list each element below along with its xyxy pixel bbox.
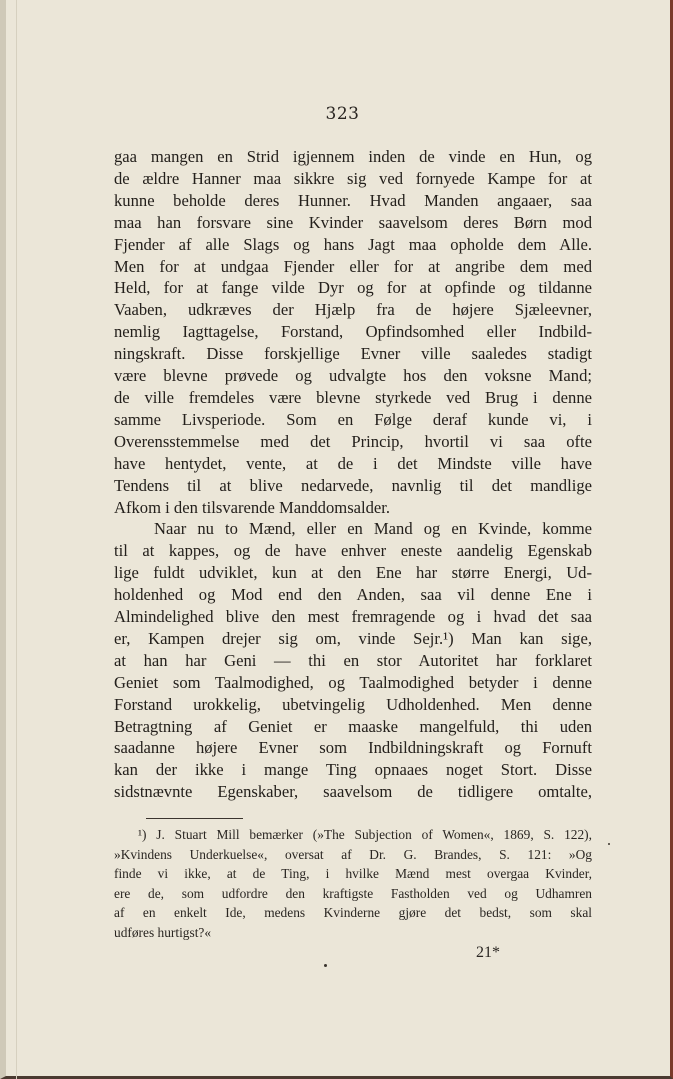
footnote-divider <box>146 818 243 819</box>
print-speck <box>608 843 610 845</box>
text-line: Vaaben, udkræves der Hjælp fra de højere Sjæleevner, <box>114 300 592 320</box>
footnote-line: »Kvindens Underkuelse«, oversat af Dr. G. Brandes, S. 121: »Og <box>114 846 592 862</box>
paragraph-start-line: Naar nu to Mænd, eller en Mand og en Kvinde, komme <box>154 519 592 539</box>
text-line: holdenhed og Mod end den Anden, saa vil denne Ene i <box>114 585 592 605</box>
text-line: sidstnævnte Egenskaber, saavelsom de tidligere omtalte, <box>114 782 592 802</box>
text-line: have hentydet, vente, at de i det Mindste ville have <box>114 453 592 473</box>
footnote-line: af en enkelt Ide, medens Kvinderne gjøre det bedst, som skal <box>114 905 592 921</box>
text-line: Overensstemmelse med det Princip, hvortil vi saa ofte <box>114 431 592 451</box>
text-line: lige fuldt udviklet, kun at den Ene har større Energi, Ud- <box>114 563 592 583</box>
text-line: saadanne højere Evner som Indbildningskraft og Fornuft <box>114 738 592 758</box>
text-line: maa han forsvare sine Kvinder saavelsom deres Børn mod <box>114 212 592 232</box>
body-text <box>114 146 592 803</box>
text-line: Geniet som Taalmodighed, og Taalmodighed betyder i denne <box>114 672 592 692</box>
text-line: samme Livsperiode. Som en Følge deraf kunde vi, i <box>114 409 592 429</box>
text-line: kunne beholde deres Hunner. Hvad Manden angaaer, saa <box>114 190 592 210</box>
text-line: Held, for at fange vilde Dyr og for at opfinde og tildanne <box>114 278 592 298</box>
text-line: ningskraft. Disse forskjellige Evner ville saaledes stadigt <box>114 344 592 364</box>
text-line: Forstand urokkelig, ubetvingelig Udholdenhed. Men denne <box>114 694 592 714</box>
text-line: være blevne prøvede og udvalgte hos den voksne Mand; <box>114 366 592 386</box>
text-line: Fjender af alle Slags og hans Jagt maa opholde dem Alle. <box>114 234 592 254</box>
text-line: de ville fremdeles være blevne styrkede ved Brug i denne <box>114 387 592 407</box>
footnote-line: udføres hurtigst?« <box>114 924 212 940</box>
text-line: Men for at undgaa Fjender eller for at angribe dem med <box>114 256 592 276</box>
text-line: til at kappes, og de have enhver eneste aandelig Egenskab <box>114 541 592 561</box>
signature-mark: 21* <box>476 944 500 961</box>
text-line: er, Kampen drejer sig om, vinde Sejr.¹) Man kan sige, <box>114 628 592 648</box>
footnote-line: ere de, som udfordre den kraftigste Fastholden ved og Udhamren <box>114 885 592 901</box>
text-line: kan der ikke i mange Ting opnaaes noget Stort. Disse <box>114 760 592 780</box>
page-number: 323 <box>325 104 360 124</box>
footnote-line: finde vi ikke, at de Ting, i hvilke Mænd mest overgaa Kvinder, <box>114 866 592 882</box>
text-line: gaa mangen en Strid igjennem inden de vinde en Hun, og <box>114 147 592 166</box>
text-line: nemlig Iagttagelse, Forstand, Opfindsomhed eller Indbild- <box>114 322 592 342</box>
text-line: Tendens til at blive nedarvede, navnlig til det mandlige <box>114 475 592 495</box>
text-line: Afkom i den tilsvarende Manddomsalder. <box>114 497 391 517</box>
text-line: at han har Geni — thi en stor Autoritet har forklaret <box>114 650 592 670</box>
text-line: Almindelighed blive den mest fremragende og i hvad det saa <box>114 607 592 627</box>
footnote <box>114 825 592 943</box>
print-speck <box>324 964 327 967</box>
text-line: Betragtning af Geniet er maaske mangelfuld, thi uden <box>114 716 592 736</box>
text-line: de ældre Hanner maa sikkre sig ved fornyede Kampe for at <box>114 168 592 188</box>
footnote-line: ¹) J. Stuart Mill bemærker (»The Subjection of Women«, 1869, S. 122), <box>138 827 592 842</box>
page-gutter <box>16 0 17 1079</box>
